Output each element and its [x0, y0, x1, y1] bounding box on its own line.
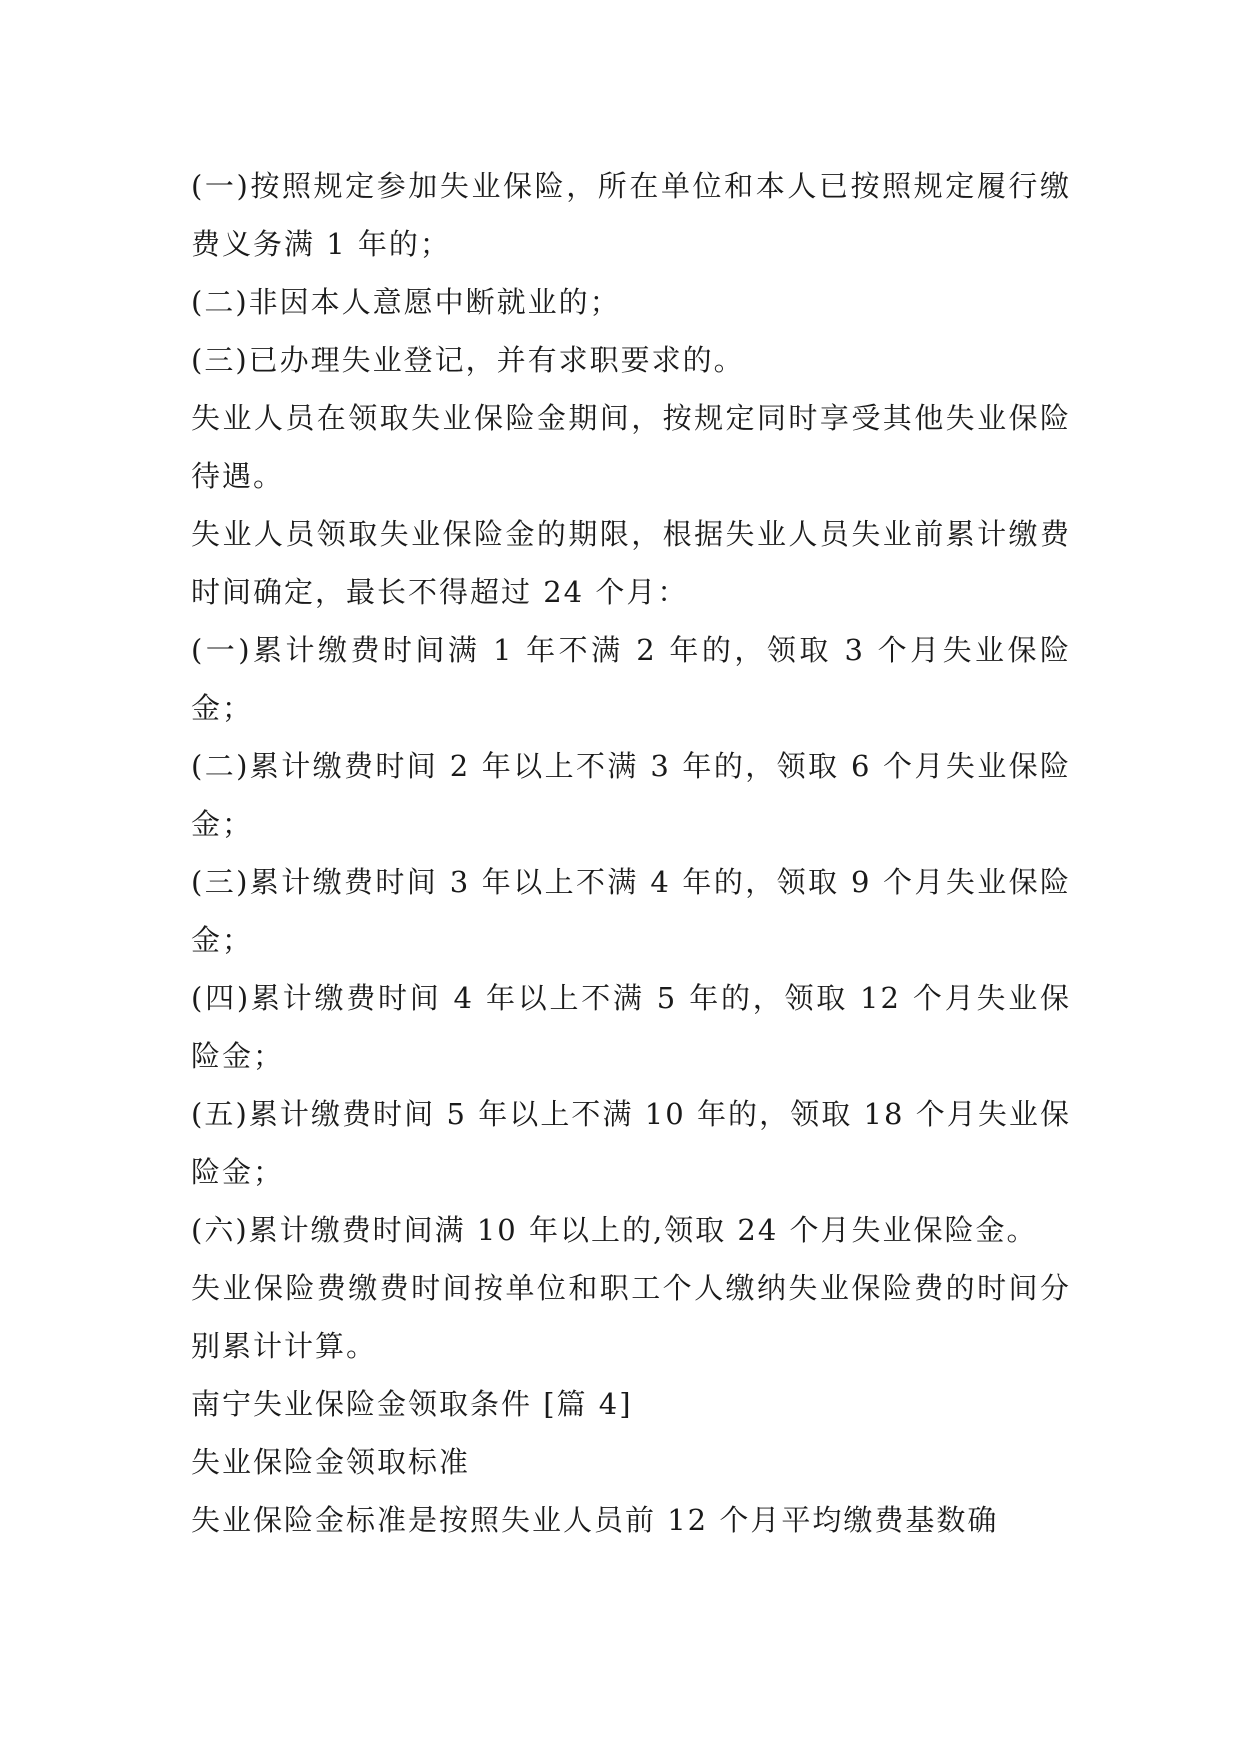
paragraph-duration-1: (一)累计缴费时间满 1 年不满 2 年的，领取 3 个月失业保险金；: [191, 633, 1071, 725]
document-body: [191, 157, 1071, 1549]
paragraph-standard: 失业保险金标准是按照失业人员前 12 个月平均缴费基数确: [191, 1503, 999, 1537]
paragraph-duration-intro: 失业人员领取失业保险金的期限，根据失业人员失业前累计缴费时间确定，最长不得超过 24 个月：: [191, 517, 1071, 609]
section-heading: 南宁失业保险金领取条件 [篇 4]: [191, 1387, 633, 1421]
paragraph-other-benefits: 失业人员在领取失业保险金期间，按规定同时享受其他失业保险待遇。: [191, 401, 1071, 493]
paragraph-duration-4: (四)累计缴费时间 4 年以上不满 5 年的，领取 12 个月失业保险金；: [191, 981, 1071, 1073]
subsection-heading: 失业保险金领取标准: [191, 1445, 471, 1479]
paragraph-duration-3: (三)累计缴费时间 3 年以上不满 4 年的，领取 9 个月失业保险金；: [191, 865, 1071, 957]
paragraph-duration-2: (二)累计缴费时间 2 年以上不满 3 年的，领取 6 个月失业保险金；: [191, 749, 1071, 841]
paragraph-duration-5: (五)累计缴费时间 5 年以上不满 10 年的，领取 18 个月失业保险金；: [191, 1097, 1071, 1189]
paragraph-condition-2: (二)非因本人意愿中断就业的；: [191, 285, 621, 319]
paragraph-duration-6: (六)累计缴费时间满 10 年以上的,领取 24 个月失业保险金。: [191, 1213, 1038, 1247]
paragraph-condition-1: (一)按照规定参加失业保险，所在单位和本人已按照规定履行缴费义务满 1 年的；: [191, 169, 1071, 261]
paragraph-condition-3: (三)已办理失业登记，并有求职要求的。: [191, 343, 745, 377]
paragraph-calculation: 失业保险费缴费时间按单位和职工个人缴纳失业保险费的时间分别累计计算。: [191, 1271, 1071, 1363]
